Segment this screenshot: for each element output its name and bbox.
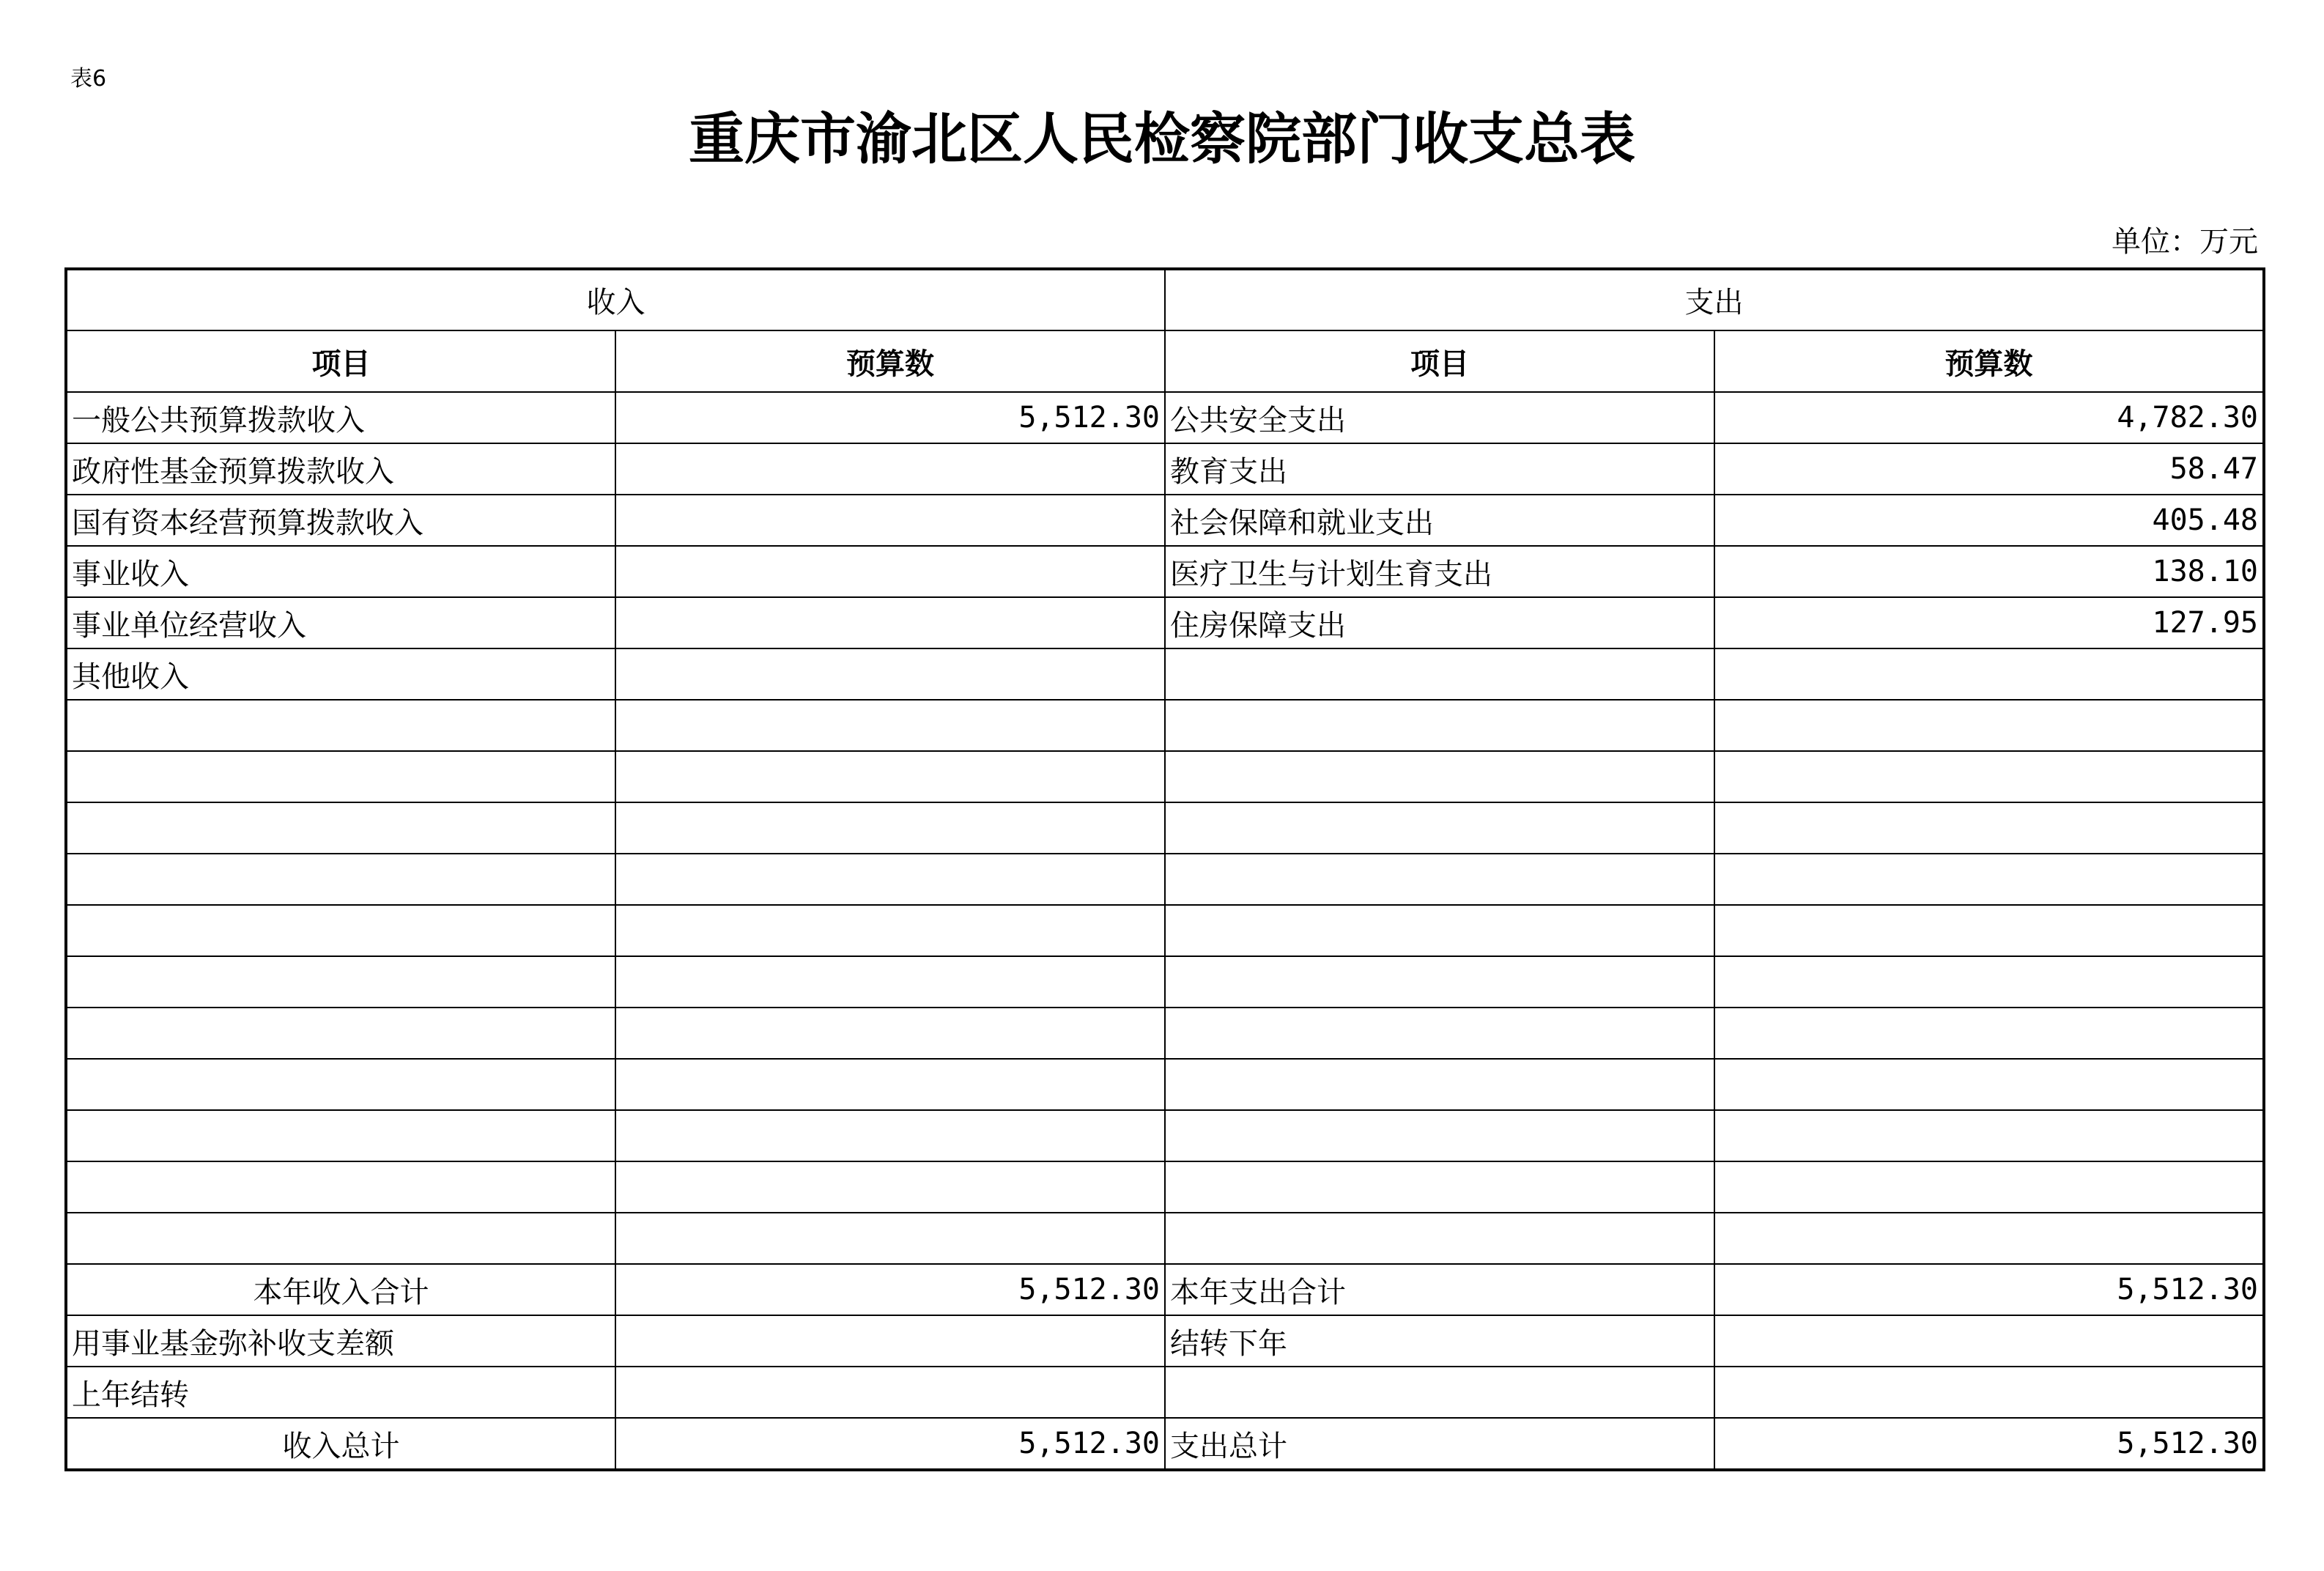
expense-amount-cell: [1714, 1367, 2264, 1418]
expense-amount-cell: 5,512.30: [1714, 1418, 2264, 1470]
expense-amount-cell: 138.10: [1714, 546, 2264, 597]
income-item-cell: 一般公共预算拨款收入: [66, 392, 615, 443]
income-item-cell: [66, 700, 615, 751]
income-amount-cell: [615, 1213, 1165, 1264]
table-row: [66, 905, 2264, 956]
expense-item-cell: [1165, 648, 1714, 700]
table-row: [66, 751, 2264, 802]
income-amount-cell: [615, 1161, 1165, 1213]
income-item-cell: [66, 905, 615, 956]
income-item-cell: 上年结转: [66, 1367, 615, 1418]
expense-section-header: 支出: [1165, 269, 2264, 330]
table-row: [66, 1161, 2264, 1213]
income-amount-cell: [615, 905, 1165, 956]
expense-item-cell: 医疗卫生与计划生育支出: [1165, 546, 1714, 597]
income-item-cell: 事业单位经营收入: [66, 597, 615, 648]
expense-amount-cell: [1714, 1161, 2264, 1213]
income-amount-cell: 5,512.30: [615, 392, 1165, 443]
unit-label: 单位：万元: [2112, 225, 2258, 259]
table-row: [66, 1059, 2264, 1110]
table-body: [66, 392, 2264, 1470]
income-item-cell: [66, 751, 615, 802]
income-item-cell: [66, 1008, 615, 1059]
income-amount-cell: [615, 443, 1165, 495]
budget-summary-table: [64, 267, 2265, 1471]
income-budget-header: 预算数: [615, 330, 1165, 392]
expense-item-cell: [1165, 1110, 1714, 1161]
income-item-cell: 用事业基金弥补收支差额: [66, 1315, 615, 1367]
expense-item-cell: [1165, 1213, 1714, 1264]
expense-amount-cell: 4,782.30: [1714, 392, 2264, 443]
expense-item-cell: 本年支出合计: [1165, 1264, 1714, 1315]
table-number-label: 表6: [70, 66, 107, 92]
income-item-cell: 政府性基金预算拨款收入: [66, 443, 615, 495]
expense-item-cell: [1165, 956, 1714, 1008]
table-row: [66, 1213, 2264, 1264]
expense-item-cell: [1165, 1367, 1714, 1418]
expense-amount-cell: [1714, 1213, 2264, 1264]
expense-item-cell: [1165, 802, 1714, 854]
income-item-cell: [66, 1161, 615, 1213]
expense-amount-cell: [1714, 1315, 2264, 1367]
table-row: [66, 1418, 2264, 1470]
expense-amount-cell: [1714, 648, 2264, 700]
expense-amount-cell: [1714, 802, 2264, 854]
expense-item-cell: [1165, 1059, 1714, 1110]
expense-amount-cell: [1714, 1110, 2264, 1161]
expense-item-cell: 住房保障支出: [1165, 597, 1714, 648]
income-amount-cell: [615, 597, 1165, 648]
income-amount-cell: [615, 495, 1165, 546]
table-row: [66, 392, 2264, 443]
expense-amount-cell: [1714, 905, 2264, 956]
expense-item-cell: [1165, 905, 1714, 956]
section-header-row: [66, 269, 2264, 330]
expense-item-cell: 支出总计: [1165, 1418, 1714, 1470]
income-item-cell: [66, 802, 615, 854]
income-item-cell: 国有资本经营预算拨款收入: [66, 495, 615, 546]
expense-item-cell: 教育支出: [1165, 443, 1714, 495]
table-row: [66, 495, 2264, 546]
expense-item-cell: 结转下年: [1165, 1315, 1714, 1367]
table-row: [66, 1315, 2264, 1367]
expense-item-cell: 公共安全支出: [1165, 392, 1714, 443]
income-item-cell: [66, 1110, 615, 1161]
table-row: [66, 597, 2264, 648]
income-section-header: 收入: [66, 269, 1165, 330]
income-amount-cell: [615, 751, 1165, 802]
expense-amount-cell: 127.95: [1714, 597, 2264, 648]
income-item-cell: 收入总计: [66, 1418, 615, 1470]
table-row: [66, 443, 2264, 495]
income-amount-cell: [615, 1315, 1165, 1367]
expense-amount-cell: [1714, 854, 2264, 905]
table-row: [66, 648, 2264, 700]
expense-item-cell: 社会保障和就业支出: [1165, 495, 1714, 546]
table-row: [66, 700, 2264, 751]
table-row: [66, 1367, 2264, 1418]
income-item-cell: [66, 854, 615, 905]
expense-amount-cell: [1714, 1059, 2264, 1110]
table-row: [66, 1264, 2264, 1315]
table-row: [66, 956, 2264, 1008]
income-item-cell: [66, 956, 615, 1008]
expense-item-cell: [1165, 1008, 1714, 1059]
income-item-header: 项目: [66, 330, 615, 392]
income-item-cell: 其他收入: [66, 648, 615, 700]
income-amount-cell: [615, 1059, 1165, 1110]
table-row: [66, 546, 2264, 597]
page-title: 重庆市渝北区人民检察院部门收支总表: [689, 106, 1635, 171]
column-header-row: [66, 330, 2264, 392]
income-amount-cell: [615, 1110, 1165, 1161]
income-amount-cell: [615, 802, 1165, 854]
table-row: [66, 802, 2264, 854]
expense-item-cell: [1165, 700, 1714, 751]
expense-item-cell: [1165, 854, 1714, 905]
expense-item-header: 项目: [1165, 330, 1714, 392]
income-item-cell: [66, 1059, 615, 1110]
income-amount-cell: [615, 854, 1165, 905]
income-item-cell: 事业收入: [66, 546, 615, 597]
expense-amount-cell: [1714, 751, 2264, 802]
expense-amount-cell: 5,512.30: [1714, 1264, 2264, 1315]
expense-amount-cell: [1714, 1008, 2264, 1059]
income-amount-cell: [615, 700, 1165, 751]
income-amount-cell: [615, 1008, 1165, 1059]
expense-item-cell: [1165, 751, 1714, 802]
expense-amount-cell: 405.48: [1714, 495, 2264, 546]
expense-amount-cell: [1714, 700, 2264, 751]
table-row: [66, 1008, 2264, 1059]
expense-amount-cell: [1714, 956, 2264, 1008]
income-amount-cell: [615, 546, 1165, 597]
table-row: [66, 1110, 2264, 1161]
expense-item-cell: [1165, 1161, 1714, 1213]
income-amount-cell: 5,512.30: [615, 1264, 1165, 1315]
income-item-cell: [66, 1213, 615, 1264]
income-amount-cell: [615, 1367, 1165, 1418]
table-row: [66, 854, 2264, 905]
income-amount-cell: [615, 956, 1165, 1008]
income-amount-cell: 5,512.30: [615, 1418, 1165, 1470]
income-item-cell: 本年收入合计: [66, 1264, 615, 1315]
expense-amount-cell: 58.47: [1714, 443, 2264, 495]
income-amount-cell: [615, 648, 1165, 700]
expense-budget-header: 预算数: [1714, 330, 2264, 392]
